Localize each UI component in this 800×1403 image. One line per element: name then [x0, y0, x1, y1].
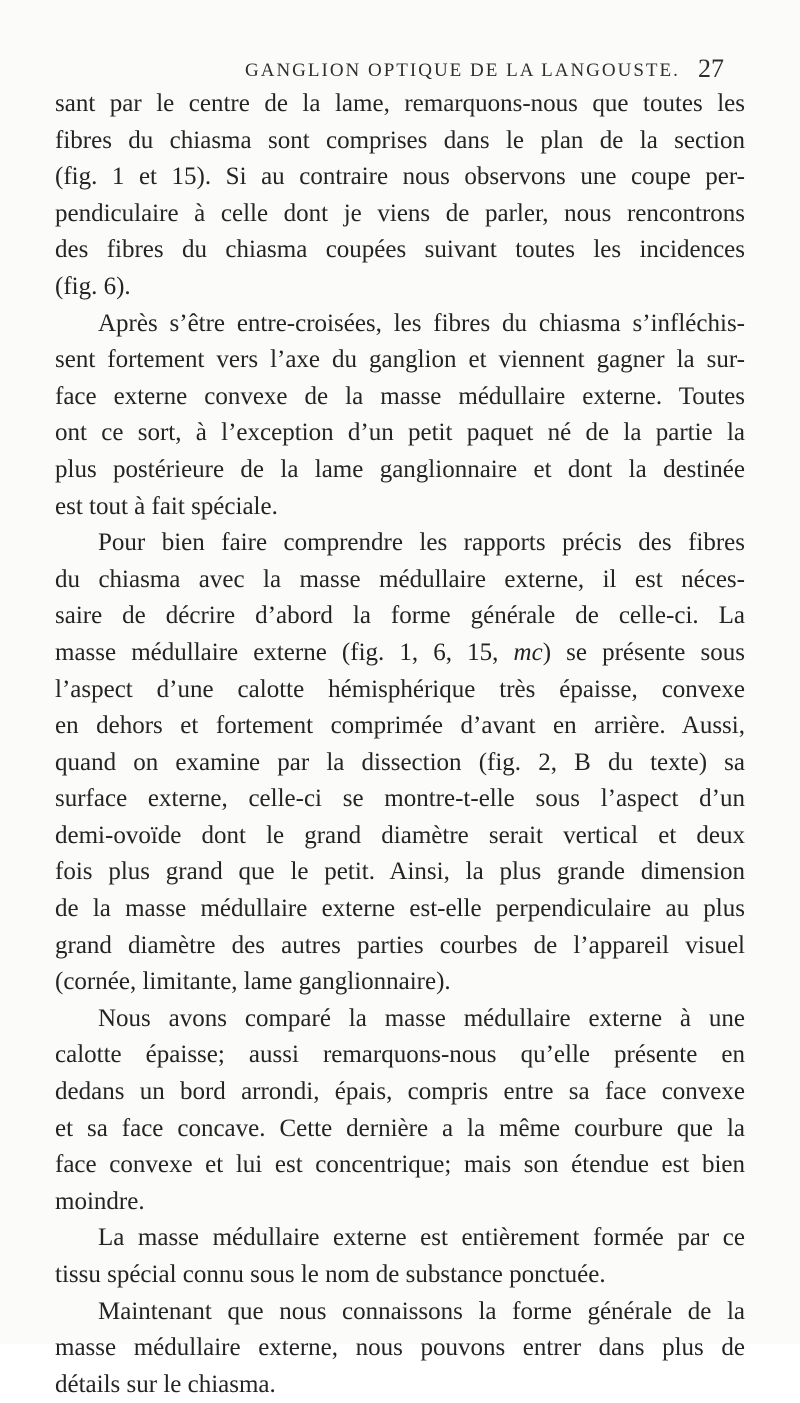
text-line: en dehors et fortement comprimée d’avant en arrière. Aussi, [55, 712, 745, 740]
text-line: de la masse médullaire externe est-elle perpendiculaire au plus [55, 895, 745, 923]
text-line: fibres du chiasma sont comprises dans le plan de la section [55, 126, 745, 154]
text-line: Nous avons comparé la masse médullaire externe à une [98, 1004, 745, 1032]
text-line: saire de décrire d’abord la forme générale de celle-ci. La [55, 602, 745, 630]
text-line: grand diamètre des autres parties courbes de l’appareil visuel [55, 931, 745, 959]
text-line: calotte épaisse; aussi remarquons-nous qu’elle présente en [55, 1041, 745, 1069]
paragraph-5 [55, 1220, 745, 1403]
text-line: tissu spécial connu sous le nom de substance ponctuée. [55, 1261, 606, 1288]
paragraph-1 [55, 86, 745, 306]
page-number: 27 [698, 54, 724, 83]
text-line: demi-ovoïde dont le grand diamètre serait vertical et deux [55, 821, 745, 849]
text-line: pendiculaire à celle dont je viens de parler, nous rencontrons [55, 199, 745, 227]
text-line: plus postérieure de la lame ganglionnaire et dont la destinée [55, 455, 745, 483]
text-line: (fig. 6). [55, 272, 131, 300]
text-line: dedans un bord arrondi, épais, compris entre sa face convexe [55, 1078, 745, 1106]
text-line: masse médullaire externe (fig. 1, 6, 15, mc) se présente sous [55, 638, 745, 666]
text-line: Après s’être entre-croisées, les fibres du chiasma s’infléchis- [98, 309, 745, 337]
text-line: ont ce sort, à l’exception d’un petit paquet né de la partie la [55, 419, 745, 447]
text-line: surface externe, celle-ci se montre-t-elle sous l’aspect d’un [55, 785, 745, 813]
text-line: est tout à fait spéciale. [55, 492, 278, 520]
figure-label: mc [513, 638, 543, 666]
paragraph-3 [55, 525, 745, 1001]
body-text [55, 86, 745, 1403]
text-line: Maintenant que nous connaissons la forme générale de la [98, 1297, 745, 1325]
text-line: l’aspect d’une calotte hémisphérique très épaisse, convexe [55, 675, 745, 703]
text-line: et sa face concave. Cette dernière a la même courbure que la [55, 1114, 745, 1142]
text-line: sant par le centre de la lame, remarquons-nous que toutes les [55, 90, 745, 117]
text-line: (cornée, limitante, lame ganglionnaire). [55, 968, 451, 996]
text-line: moindre. [55, 1187, 145, 1215]
text-line: face convexe et lui est concentrique; mais son étendue est bien [55, 1151, 745, 1179]
text-line: (fig. 1 et 15). Si au contraire nous observons une coupe per- [55, 163, 745, 191]
text-line: fois plus grand que le petit. Ainsi, la plus grande dimension [55, 858, 745, 886]
text-line: masse médullaire externe, nous pouvons entrer dans plus de [55, 1334, 745, 1362]
paragraph-4 [55, 1001, 745, 1221]
text-line: des fibres du chiasma coupées suivant toutes les incidences [55, 236, 745, 264]
paragraph-2 [55, 306, 745, 526]
text-line: quand on examine par la dissection (fig. 2, B du texte) sa [55, 748, 745, 776]
text-line: sent fortement vers l’axe du ganglion et viennent gagner la sur- [55, 346, 745, 374]
text-line: du chiasma avec la masse médullaire externe, il est néces- [55, 565, 745, 593]
text-line: détails sur le chiasma. [55, 1370, 276, 1398]
text-line: face externe convexe de la masse médullaire externe. Toutes [55, 382, 745, 410]
running-title: GANGLION OPTIQUE DE LA LANGOUSTE. [245, 60, 680, 81]
text-line: La masse médullaire externe est entièrement formée par ce [98, 1224, 745, 1252]
text-line: Pour bien faire comprendre les rapports précis des fibres [98, 529, 745, 557]
